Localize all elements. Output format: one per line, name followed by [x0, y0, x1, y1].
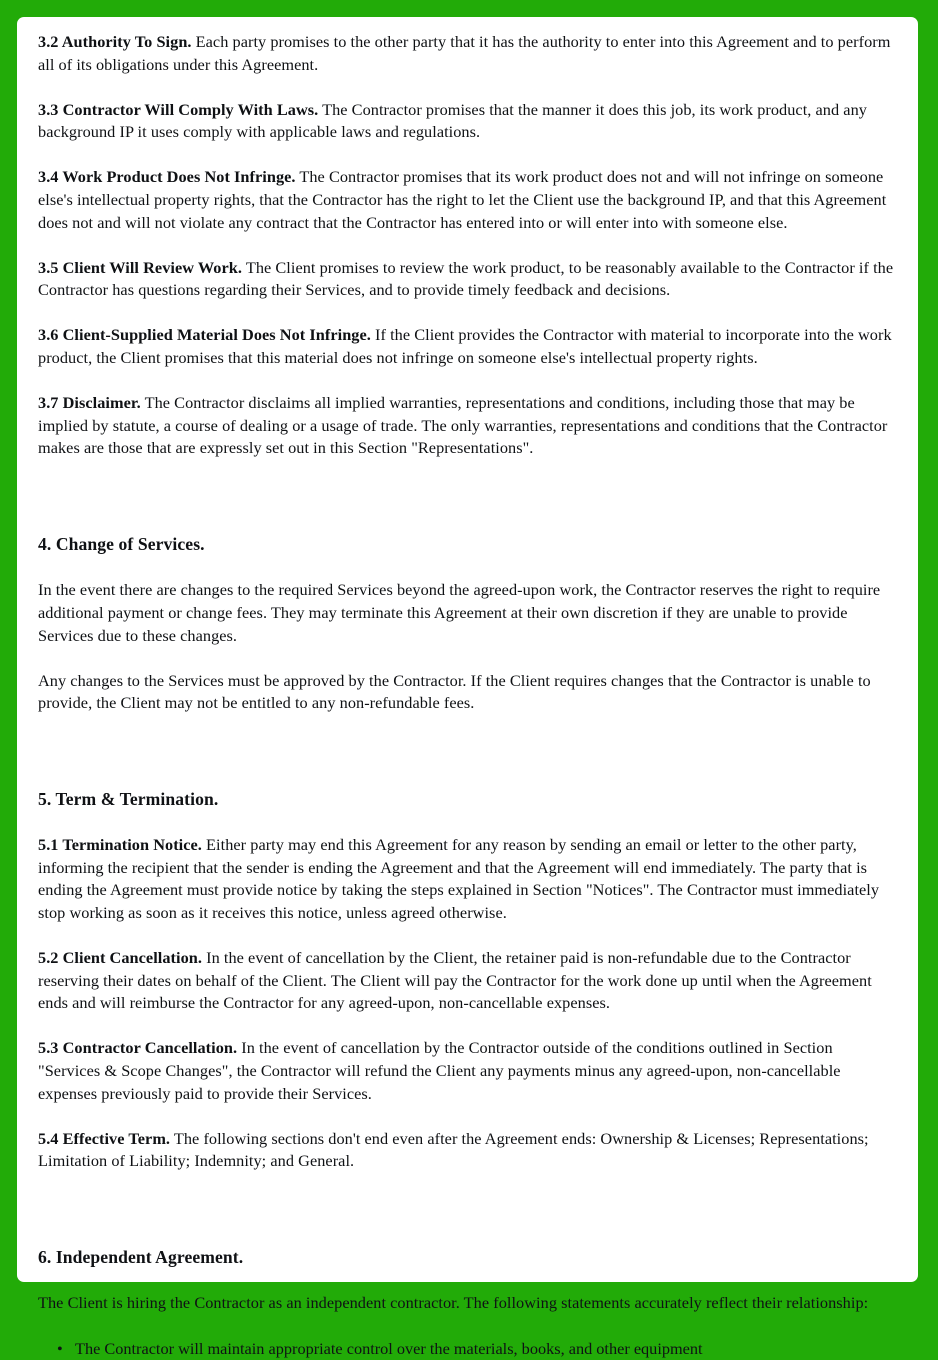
clause-5-3-lead: 5.3 Contractor Cancellation.	[38, 1038, 237, 1057]
section-4	[38, 482, 896, 714]
clause-3-4-body: The Contractor promises that its work product does not and will not infringe on someone else's intellectual property rights, that the Contractor has the right to let the Client use the background IP, and that this Agreement does not and will not violate any contract that the Contractor has entered into or will enter into with someone else.	[38, 167, 886, 231]
clause-3-4	[38, 166, 896, 234]
clause-3-3-lead: 3.3 Contractor Will Comply With Laws.	[38, 100, 318, 119]
clause-5-1-body: Either party may end this Agreement for any reason by sending an email or letter to the other party, informing the recipient that the sender is ending the Agreement and that the Agreement will end immediately. The party that is ending the Agreement must provide notice by taking the steps explained in Section "Notices". The Contractor must immediately stop working as soon as it receives this notice, unless agreed otherwise.	[38, 835, 879, 922]
clause-5-4-lead: 5.4 Effective Term.	[38, 1129, 170, 1148]
document-body	[17, 17, 918, 1360]
clause-5-2-body: In the event of cancellation by the Client, the retainer paid is non-refundable due to the Contractor reserving their dates on behalf of the Client. The Client will pay the Contractor for the work done up until when the Agreement ends and will reimburse the Contractor for any agreed-upon, non-cancellable expenses.	[38, 948, 872, 1012]
clause-3-2	[38, 31, 896, 76]
section-6-bullet-list	[38, 1338, 896, 1360]
clause-5-1-lead: 5.1 Termination Notice.	[38, 835, 202, 854]
clause-3-5-body: The Client promises to review the work product, to be reasonably available to the Contractor if the Contractor has questions regarding their Services, and to provide timely feedback and decisions.	[38, 258, 893, 300]
clause-3-6-body: If the Client provides the Contractor with material to incorporate into the work product, the Client promises that this material does not infringe on someone else's intellectual property rights.	[38, 325, 892, 367]
clause-5-4-body: The following sections don't end even after the Agreement ends: Ownership & Licenses; Representations; Limitation of Liability; Indemnity; and General.	[38, 1129, 869, 1171]
section-5-heading: 5. Term & Termination.	[38, 788, 896, 810]
clause-3-5-lead: 3.5 Client Will Review Work.	[38, 258, 242, 277]
section-5	[38, 737, 896, 1173]
clause-3-6	[38, 324, 896, 369]
clause-5-3	[38, 1037, 896, 1105]
section-4-paragraph-1: In the event there are changes to the required Services beyond the agreed-upon work, the Contractor reserves the right to require additional payment or change fees. They may terminate this Agreement at their own discretion if they are unable to provide Services due to these changes.	[38, 579, 896, 647]
clause-3-5	[38, 257, 896, 302]
clause-3-7	[38, 392, 896, 460]
clause-5-1	[38, 834, 896, 924]
clause-3-6-lead: 3.6 Client-Supplied Material Does Not Infringe.	[38, 325, 371, 344]
list-item: • The Contractor will maintain appropriate control over the materials, books, and other equipment	[75, 1338, 896, 1360]
clause-5-2-lead: 5.2 Client Cancellation.	[38, 948, 202, 967]
clause-3-3-body: The Contractor promises that the manner it does this job, its work product, and any background IP it uses comply with applicable laws and regulations.	[38, 100, 867, 142]
clause-3-7-lead: 3.7 Disclaimer.	[38, 393, 141, 412]
clause-5-4	[38, 1128, 896, 1173]
section-6-heading: 6. Independent Agreement.	[38, 1246, 896, 1268]
clause-3-4-lead: 3.4 Work Product Does Not Infringe.	[38, 167, 296, 186]
section-6-intro: The Client is hiring the Contractor as an independent contractor. The following statements accurately reflect their relationship:	[38, 1292, 896, 1315]
document-page	[17, 17, 918, 1282]
section-4-heading: 4. Change of Services.	[38, 533, 896, 555]
clause-5-3-body: In the event of cancellation by the Contractor outside of the conditions outlined in Section "Services & Scope Changes", the Contractor will refund the Client any payments minus any agreed-upon, non-cancellable expenses previously paid to provide their Services.	[38, 1038, 841, 1102]
clause-3-3	[38, 99, 896, 144]
section-6	[38, 1195, 896, 1360]
clause-3-2-body: Each party promises to the other party that it has the authority to enter into this Agreement and to perform all of its obligations under this Agreement.	[38, 32, 890, 74]
clause-3-7-body: The Contractor disclaims all implied warranties, representations and conditions, including those that may be implied by statute, a course of dealing or a usage of trade. The only warranties, representations and conditions that the Contractor makes are those that are expressly set out in this Section "Representations".	[38, 393, 887, 457]
section-4-paragraph-2: Any changes to the Services must be approved by the Contractor. If the Client requires changes that the Contractor is unable to provide, the Client may not be entitled to any non-refundable fees.	[38, 670, 896, 715]
clause-5-2	[38, 947, 896, 1015]
clause-3-2-lead: 3.2 Authority To Sign.	[38, 32, 192, 51]
